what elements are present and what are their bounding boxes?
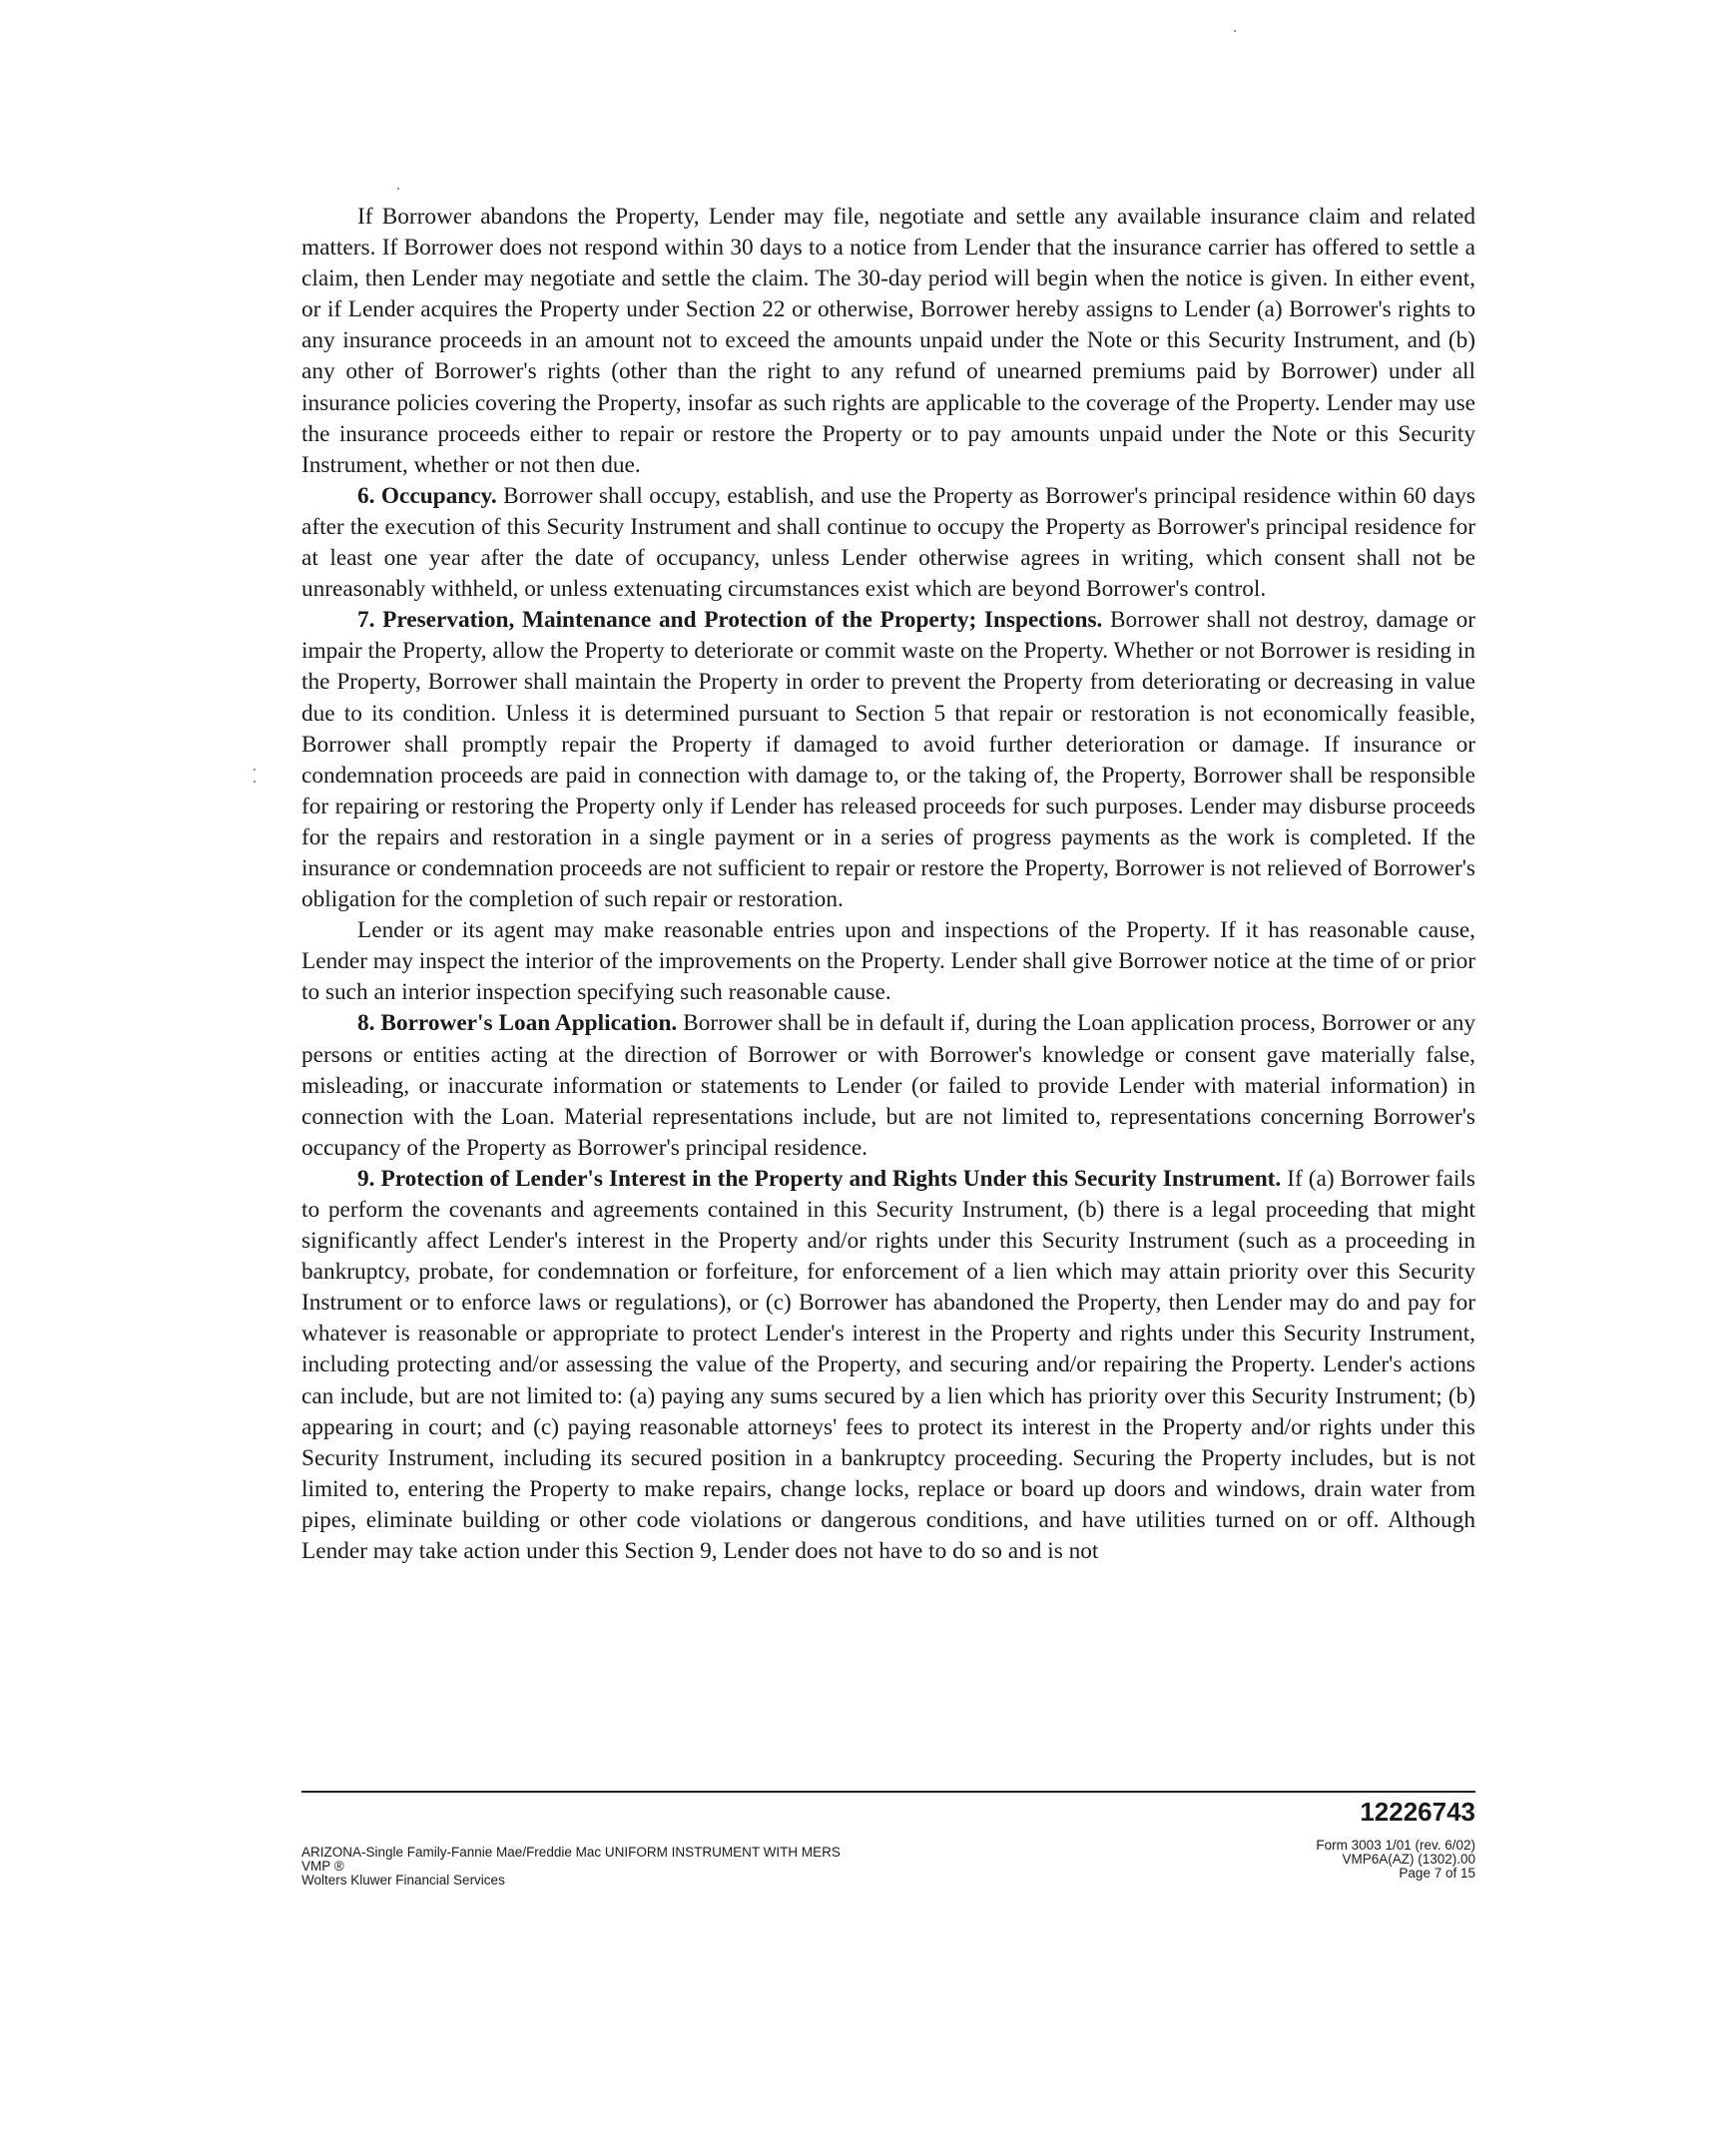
paragraph-loan-application <box>301 1008 1475 1163</box>
paragraph-text: Lender or its agent may make reasonable entries upon and inspections of the Property. If it has reasonable cause, Lender may inspect the interior of the improvements on the Property. Lender shall give Borrower notice at the time of or prior to such an interior inspection specifying such reasonable cause. <box>301 917 1475 1006</box>
footer-right <box>1316 1839 1475 1881</box>
scan-speck <box>397 188 399 190</box>
footer-form-title: ARIZONA-Single Family-Fannie Mae/Freddie Mac UNIFORM INSTRUMENT WITH MERS <box>301 1845 841 1860</box>
scan-speck <box>1234 30 1236 32</box>
paragraph-insurance-claim <box>301 202 1475 481</box>
footer-form-number: Form 3003 1/01 (rev. 6/02) <box>1316 1838 1475 1853</box>
footer-divider <box>301 1791 1475 1793</box>
scan-speck <box>254 781 256 783</box>
scan-speck <box>254 769 256 771</box>
footer-left <box>301 1846 841 1887</box>
paragraph-text: Borrower shall occupy, establish, and use the Property as Borrower's principal residence within 60 days after the execution of this Security Instrument and shall continue to occupy the Property as Borrower's principal residence for at least one year after the date of occupancy, unless Lender otherwise agrees in writing, which consent shall not be unreasonably withheld, or unless extenuating circumstances exist which are beyond Borrower's control. <box>301 482 1475 603</box>
paragraph-preservation <box>301 605 1475 915</box>
paragraph-text: Borrower shall not destroy, damage or impair the Property, allow the Property to deteriorate or commit waste on the Property. Whether or not Borrower is residing in the Property, Borrower shall maintain the Property in order to prevent the Property from deteriorating or decreasing in value due to its condition. Unless it is determined pursuant to Section 5 that repair or restoration is not economically feasible, Borrower shall promptly repair the Property if damaged to avoid further deterioration or damage. If insurance or condemnation proceeds are paid in connection with damage to, or the taking of, the Property, Borrower shall be responsible for repairing or restoring the Property only if Lender has released proceeds for such purposes. Lender may disburse proceeds for the repairs and restoration in a single payment or in a series of progress payments as the work is completed. If the insurance or condemnation proceeds are not sufficient to repair or restore the Property, Borrower is not relieved of Borrower's obligation for the completion of such repair or restoration. <box>301 607 1475 913</box>
paragraph-heading: 9. Protection of Lender's Interest in the Property and Rights Under this Security Instrument. <box>357 1165 1282 1192</box>
paragraph-heading: 6. Occupancy. <box>357 482 497 509</box>
footer-vmp-mark: VMP ® <box>301 1859 344 1874</box>
paragraph-protection <box>301 1164 1475 1567</box>
document-body <box>301 202 1475 1567</box>
paragraph-heading: 7. Preservation, Maintenance and Protection of the Property; Inspections. <box>357 607 1103 634</box>
footer-page-number: Page 7 of 15 <box>1399 1866 1475 1881</box>
footer-vmp-code: VMP6A(AZ) (1302).00 <box>1342 1852 1475 1867</box>
paragraph-text: Borrower shall be in default if, during the Loan application process, Borrower or any persons or entities acting at the direction of Borrower or with Borrower's knowledge or consent gave materially false, misleading, or inaccurate information or statements to Lender (or failed to provide Lender with material information) in connection with the Loan. Material representations include, but are not limited to, representations concerning Borrower's occupancy of the Property as Borrower's principal residence. <box>301 1010 1475 1161</box>
paragraph-heading: 8. Borrower's Loan Application. <box>357 1010 678 1037</box>
paragraph-inspections <box>301 915 1475 1008</box>
paragraph-text: If (a) Borrower fails to perform the covenants and agreements contained in this Security Instrument, (b) there is a legal proceeding that might significantly affect Lender's interest in the Property and/or rights under this Security Instrument (such as a proceeding in bankruptcy, probate, for condemnation or forfeiture, for enforcement of a lien which may attain priority over this Security Instrument or to enforce laws or regulations), or (c) Borrower has abandoned the Property, then Lender may do and pay for whatever is reasonable or appropriate to protect Lender's interest in the Property and rights under this Security Instrument, including protecting and/or assessing the value of the Property, and securing and/or repairing the Property. Lender's actions can include, but are not limited to: (a) paying any sums secured by a lien which has priority over this Security Instrument; (b) appearing in court; and (c) paying reasonable attorneys' fees to protect its interest in the Property and/or rights under this Security Instrument, including its secured position in a bankruptcy proceeding. Securing the Property includes, but is not limited to, entering the Property to make repairs, change locks, replace or board up doors and windows, drain water from pipes, eliminate building or other code violations or dangerous conditions, and have utilities turned on or off. Although Lender may take action under this Section 9, Lender does not have to do so and is not <box>301 1165 1475 1565</box>
paragraph-occupancy <box>301 481 1475 605</box>
footer-publisher: Wolters Kluwer Financial Services <box>301 1873 505 1887</box>
paragraph-text: If Borrower abandons the Property, Lender may file, negotiate and settle any available insurance claim and related matters. If Borrower does not respond within 30 days to a notice from Lender that the insurance carrier has offered to settle a claim, then Lender may negotiate and settle the claim. The 30-day period will begin when the notice is given. In either event, or if Lender acquires the Property under Section 22 or otherwise, Borrower hereby assigns to Lender (a) Borrower's rights to any insurance proceeds in an amount not to exceed the amounts unpaid under the Note or this Security Instrument, and (b) any other of Borrower's rights (other than the right to any refund of unearned premiums paid by Borrower) under all insurance policies covering the Property, insofar as such rights are applicable to the coverage of the Property. Lender may use the insurance proceeds either to repair or restore the Property or to pay amounts unpaid under the Note or this Security Instrument, whether or not then due. <box>301 204 1475 478</box>
document-number: 12226743 <box>1360 1797 1475 1827</box>
